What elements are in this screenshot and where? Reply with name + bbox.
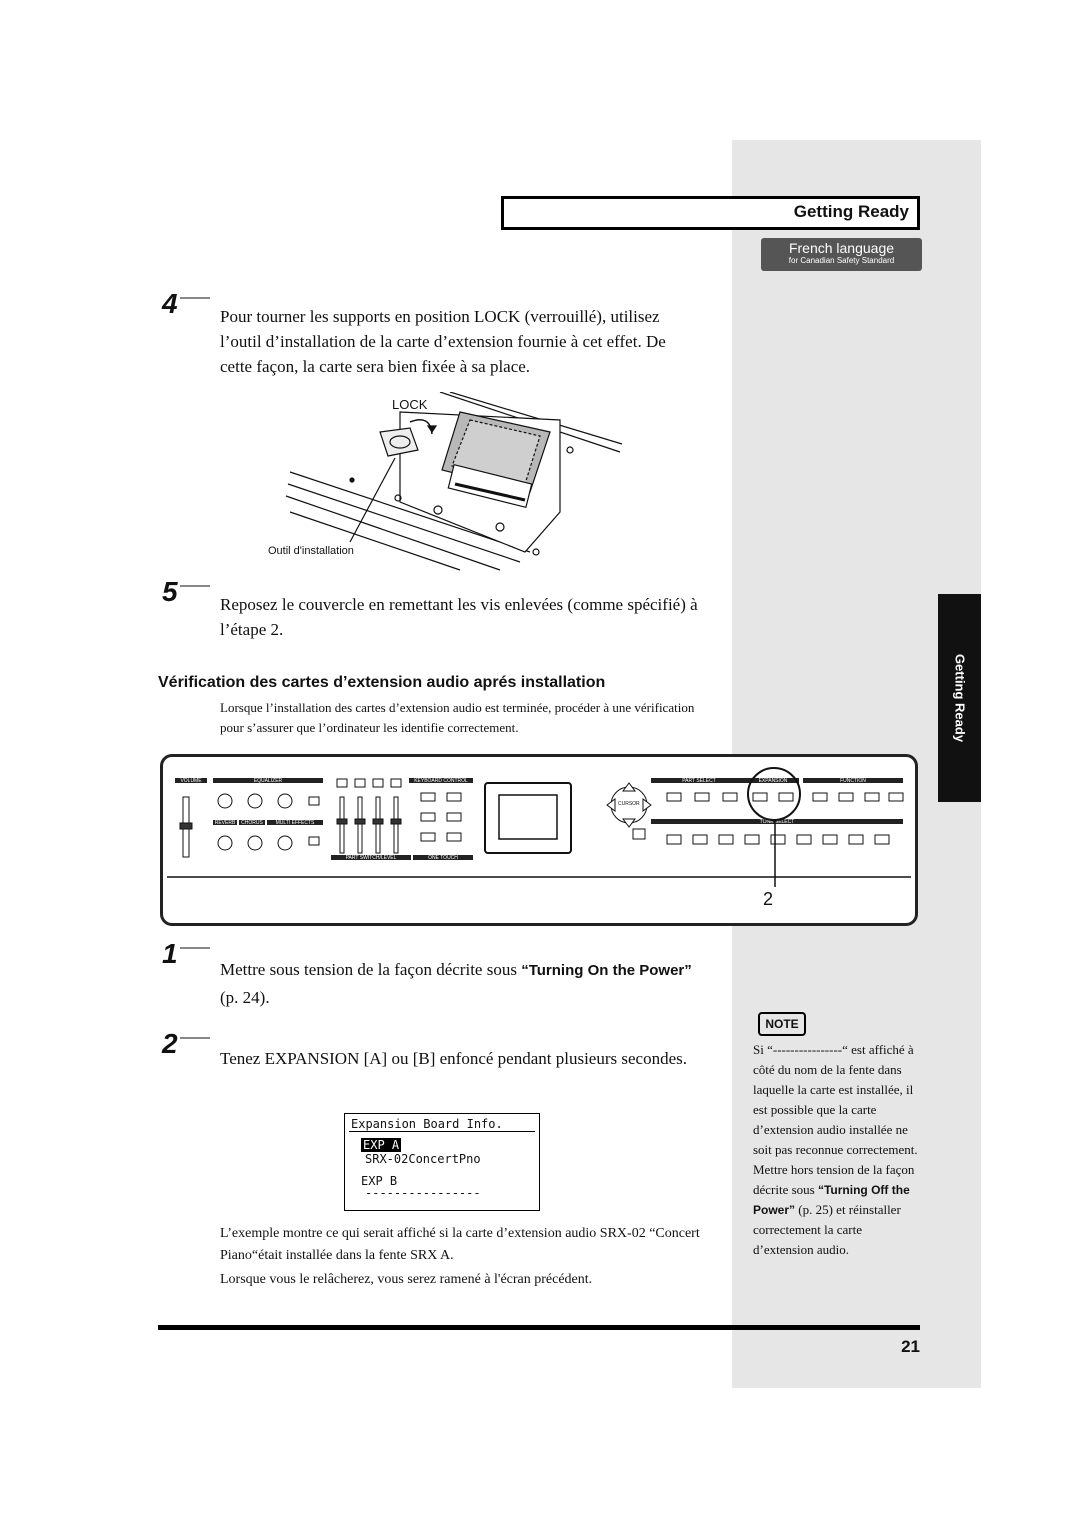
lcd-exp-a-name: SRX-02ConcertPno bbox=[365, 1152, 481, 1166]
language-badge bbox=[761, 238, 922, 271]
section-intro: Lorsque l’installation des cartes d’extension audio est terminée, procéder à une vérification pour s’assurer que l’ordinateur les identifie correctement. bbox=[220, 700, 695, 735]
step-text bbox=[220, 956, 710, 1011]
panel-label-one-touch: ONE TOUCH bbox=[413, 855, 473, 860]
lcd-exp-a: EXP A bbox=[363, 1138, 400, 1152]
side-tab-label: Getting Ready bbox=[952, 653, 967, 743]
panel-label-expansion: EXPANSION bbox=[747, 778, 799, 783]
footer-rule bbox=[158, 1325, 920, 1330]
panel-label-multi-effects: MULTI EFFECTS bbox=[267, 820, 323, 825]
panel-label-part-select: PART SELECT bbox=[651, 778, 747, 783]
note-badge: NOTE bbox=[758, 1012, 806, 1036]
release-text: Lorsque vous le relâcherez, vous serez ramené à l'écran précédent. bbox=[220, 1272, 593, 1287]
language-sub: for Canadian Safety Standard bbox=[788, 256, 895, 265]
front-panel-illustration bbox=[160, 754, 918, 926]
tool-label: Outil d'installation bbox=[268, 545, 354, 557]
step-text: Pour tourner les supports en position LOCK (verrouillé), utilisez l’outil d’installation de la carte d’extension fournie à cet effet. De cette façon, la carte sera bien fixée à sa place. bbox=[220, 307, 666, 376]
step-marker-line bbox=[180, 585, 210, 587]
step-number: 2 bbox=[162, 1028, 178, 1059]
step-marker-line bbox=[180, 947, 210, 949]
note-text-post: (p. 25) et réinstaller correctement la carte d’extension audio. bbox=[753, 1202, 901, 1257]
panel-controls bbox=[163, 757, 915, 923]
section-title: Getting Ready bbox=[793, 202, 909, 221]
step-marker-line bbox=[180, 297, 210, 299]
step-number: 1 bbox=[162, 938, 178, 969]
panel-label-function: FUNCTION bbox=[803, 778, 903, 783]
step-text: Reposez le couvercle en remettant les vis enlevées (comme spécifié) à l’étape 2. bbox=[220, 595, 698, 639]
section-heading: Vérification des cartes d’extension audio aprés installation bbox=[158, 674, 606, 691]
step-number: 5 bbox=[162, 576, 178, 607]
panel-label-equalizer: EQUALIZER bbox=[213, 778, 323, 783]
section-header bbox=[501, 196, 920, 230]
panel-label-reverb: REVERB bbox=[214, 820, 236, 826]
panel-callout-number: 2 bbox=[763, 889, 774, 909]
lcd-divider bbox=[349, 1131, 535, 1132]
note-text bbox=[753, 1040, 923, 1260]
lock-label: LOCK bbox=[392, 397, 428, 412]
panel-label-part-switch: PART SWITCH/LEVEL bbox=[331, 855, 411, 860]
step-text: Tenez EXPANSION [A] ou [B] enfoncé pendant plusieurs secondes. bbox=[220, 1049, 687, 1068]
lcd-display bbox=[344, 1113, 540, 1211]
side-tab bbox=[938, 594, 981, 802]
step1-text-pre: Mettre sous tension de la façon décrite sous bbox=[220, 960, 522, 979]
lcd-exp-b: EXP B bbox=[361, 1174, 398, 1188]
page-number: 21 bbox=[901, 1337, 920, 1356]
panel-label-cursor: CURSOR bbox=[618, 801, 640, 807]
step-marker-line bbox=[180, 1037, 210, 1039]
language-label: French language bbox=[788, 240, 895, 256]
step1-link: “Turning On the Power” bbox=[521, 962, 692, 979]
panel-label-volume: VOLUME bbox=[175, 778, 207, 783]
example-text: L’exemple montre ce qui serait affiché si la carte d’extension audio SRX-02 “Concert Piano“était installée dans la fente SRX A. bbox=[220, 1226, 700, 1263]
panel-label-keyboard-control: KEYBOARD CONTROL bbox=[409, 778, 473, 783]
step-number: 4 bbox=[162, 288, 178, 319]
step1-text-post: (p. 24). bbox=[220, 988, 270, 1007]
note-link: “Turning Off the Power” bbox=[753, 1183, 910, 1217]
lcd-title: Expansion Board Info. bbox=[351, 1117, 503, 1131]
note-text-pre: Si “----------------“ est affiché à côté du nom de la fente dans laquelle la carte est installée, il est possible que la carte d’extension audio installée ne soit pas reconnue correctement. Mettre hors tension de la façon décrite sous bbox=[753, 1042, 918, 1197]
lcd-exp-b-name: ---------------- bbox=[365, 1186, 481, 1200]
panel-label-chorus: CHORUS bbox=[239, 820, 265, 825]
panel-label-tone-select: TONE SELECT bbox=[651, 819, 903, 824]
